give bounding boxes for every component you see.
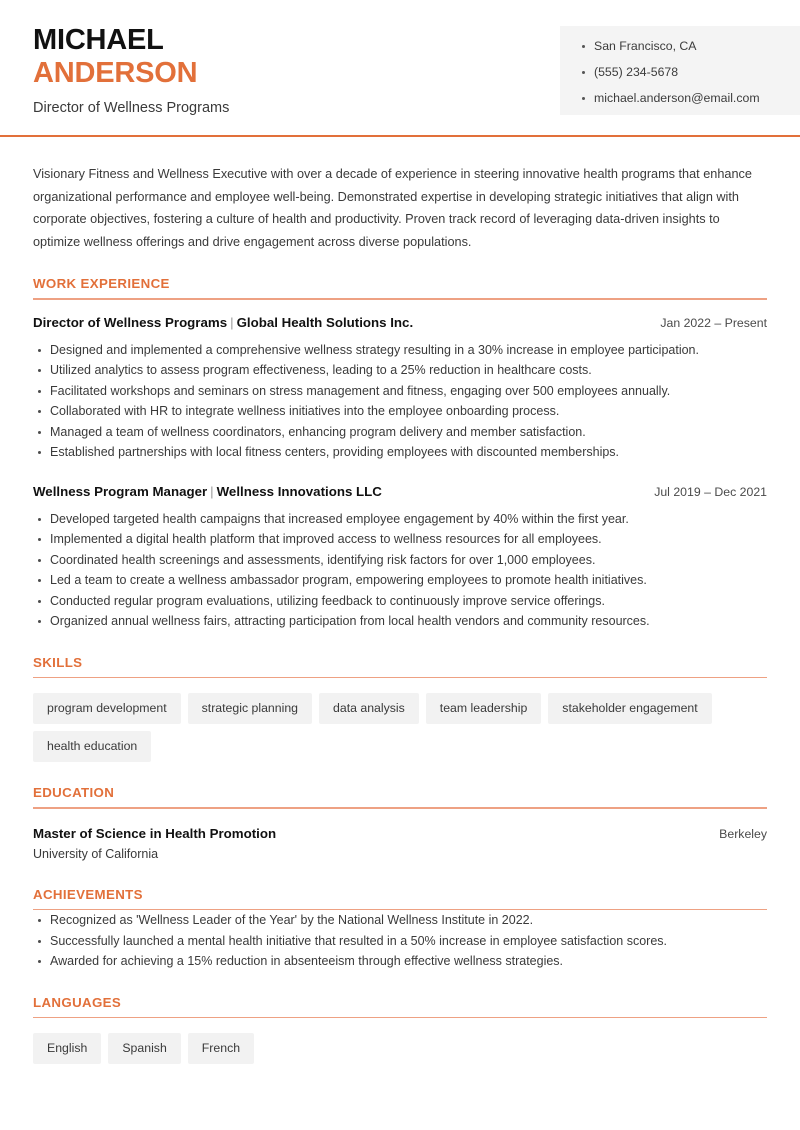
language-pill: French (188, 1033, 254, 1064)
experience-role: Wellness Program Manager (33, 483, 208, 499)
list-item: Utilized analytics to assess program effectiveness, leading to a 25% reduction in healthcare costs. (33, 360, 767, 381)
list-item: Designed and implemented a comprehensive wellness strategy resulting in a 30% increase in employee participation. (33, 340, 767, 361)
section-rule-work-experience (33, 298, 767, 300)
contact-phone[interactable]: (555) 234-5678 (582, 65, 800, 80)
list-item: Organized annual wellness fairs, attracting participation from local health vendors and community resources. (33, 611, 767, 632)
list-item: Recognized as 'Wellness Leader of the Year' by the National Wellness Institute in 2022. (33, 910, 767, 931)
education-entry (33, 825, 767, 864)
section-rule-skills (33, 677, 767, 679)
section-title-achievements: ACHIEVEMENTS (33, 886, 143, 902)
list-item: Successfully launched a mental health initiative that resulted in a 50% increase in employee satisfaction scores. (33, 931, 767, 952)
list-item: Coordinated health screenings and assessments, identifying risk factors for over 1,000 employees. (33, 550, 767, 571)
skills-pill-row (33, 693, 767, 762)
last-name: ANDERSON (33, 57, 198, 89)
first-name: MICHAEL (33, 24, 164, 56)
header-identity (33, 24, 229, 117)
resume-header (0, 0, 800, 136)
skill-pill: stakeholder engagement (548, 693, 711, 724)
experience-bullet-list (33, 340, 767, 463)
section-work-experience (33, 276, 767, 632)
section-title-skills: SKILLS (33, 654, 83, 670)
list-item: Facilitated workshops and seminars on stress management and fitness, engaging over 500 employees annually. (33, 381, 767, 402)
list-item: Managed a team of wellness coordinators, enhancing program delivery and member satisfaction. (33, 422, 767, 443)
experience-separator: | (230, 314, 234, 330)
experience-entry-header (33, 314, 767, 332)
education-school: University of California (33, 846, 159, 861)
experience-role: Director of Wellness Programs (33, 314, 228, 330)
list-item: Collaborated with HR to integrate wellness initiatives into the employee onboarding process. (33, 401, 767, 422)
section-rule-languages (33, 1017, 767, 1019)
section-rule-education (33, 807, 767, 809)
contact-email[interactable]: michael.anderson@email.com (582, 91, 800, 106)
list-item: Implemented a digital health platform that improved access to wellness resources for all employees. (33, 529, 767, 550)
experience-date: Jan 2022 – Present (660, 315, 767, 330)
section-achievements (33, 887, 767, 972)
experience-heading (33, 483, 382, 500)
experience-entry-header (33, 483, 767, 501)
resume-content (0, 163, 800, 1064)
contact-location: San Francisco, CA (582, 39, 800, 54)
list-item: Awarded for achieving a 15% reduction in absenteeism through effective wellness strategies. (33, 951, 767, 972)
list-item: Led a team to create a wellness ambassador program, empowering employees to promote health initiatives. (33, 570, 767, 591)
section-title-education: EDUCATION (33, 785, 115, 801)
education-entry-header (33, 825, 767, 842)
section-title-work-experience: WORK EXPERIENCE (33, 276, 170, 291)
education-location: Berkeley (719, 826, 767, 841)
skill-pill: health education (33, 731, 151, 762)
languages-pill-row (33, 1033, 767, 1064)
section-skills (33, 655, 767, 763)
language-pill: English (33, 1033, 101, 1064)
skill-pill: program development (33, 693, 181, 724)
list-item: Established partnerships with local fitness centers, providing employees with discounted memberships. (33, 442, 767, 463)
education-degree: Master of Science in Health Promotion (33, 825, 277, 841)
experience-entry (33, 483, 767, 632)
list-item: Developed targeted health campaigns that increased employee engagement by 40% within the first year. (33, 509, 767, 530)
skill-pill: data analysis (319, 693, 419, 724)
skill-pill: team leadership (426, 693, 542, 724)
list-item: Conducted regular program evaluations, utilizing feedback to continuously improve service offerings. (33, 591, 767, 612)
experience-bullet-list (33, 509, 767, 632)
header-job-title: Director of Wellness Programs (33, 100, 230, 116)
experience-date: Jul 2019 – Dec 2021 (654, 484, 767, 499)
skill-pill: strategic planning (188, 693, 312, 724)
achievements-bullet-list (33, 910, 767, 972)
section-languages (33, 995, 767, 1065)
experience-company: Wellness Innovations LLC (216, 483, 382, 499)
language-pill: Spanish (108, 1033, 180, 1064)
experience-separator: | (210, 483, 214, 499)
experience-company: Global Health Solutions Inc. (236, 314, 414, 330)
section-education (33, 785, 767, 864)
experience-entry (33, 314, 767, 463)
experience-heading (33, 314, 413, 331)
contact-info-box (560, 26, 800, 115)
professional-summary: Visionary Fitness and Wellness Executive with over a decade of experience in steering innovative health programs that enhance organizational performance and employee well-being. Demonstrated expertise in developing strategic initiatives that align with corporate objectives, fostering a culture of health and productivity. Proven track record of leveraging data-driven insights to optimize wellness offerings and drive engagement across diverse populations. (33, 167, 752, 249)
section-title-languages: LANGUAGES (33, 994, 122, 1010)
header-divider (0, 135, 800, 137)
